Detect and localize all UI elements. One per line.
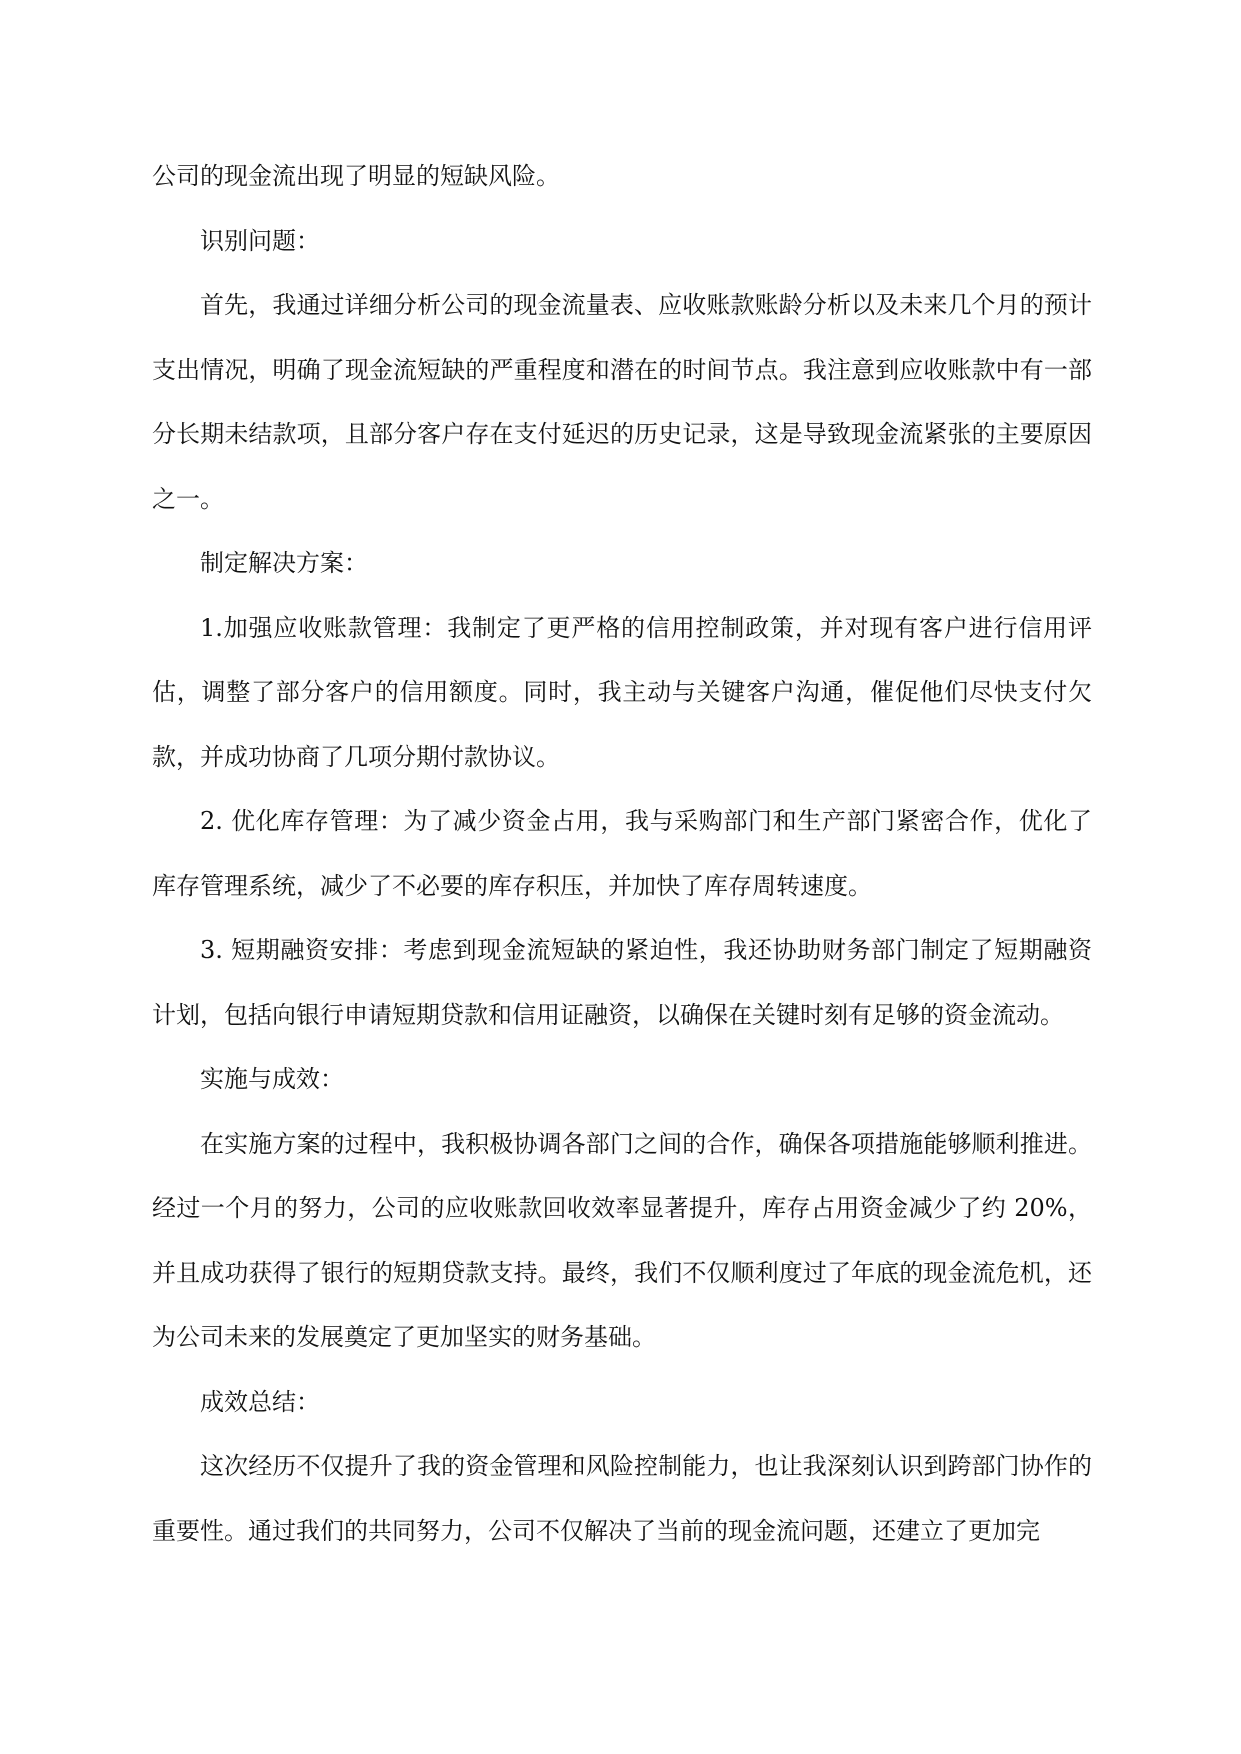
heading-implementation: 实施与成效： <box>200 1065 344 1093</box>
paragraph-continuation: 公司的现金流出现了明显的短缺风险。 <box>152 162 560 190</box>
heading-summary: 成效总结： <box>200 1387 320 1416</box>
paragraph-analysis: 首先，我通过详细分析公司的现金流量表、应收账款账龄分析以及未来几个月的预计支出情况，明确了现金流短缺的严重程度和潜在的时间节点。我注意到应收账款中有一部分长期未结款项，且部分客户存在支付延迟的历史记录，这是导致现金流紧张的主要原因之一。 <box>152 291 1092 513</box>
document-body <box>152 144 1092 1563</box>
heading-identify-problem: 识别问题： <box>200 226 320 255</box>
paragraph-financing: 3. 短期融资安排：考虑到现金流短缺的紧迫性，我还协助财务部门制定了短期融资计划，包括向银行申请短期贷款和信用证融资，以确保在关键时刻有足够的资金流动。 <box>152 936 1092 1029</box>
paragraph-receivables: 1.加强应收账款管理：我制定了更严格的信用控制政策，并对现有客户进行信用评估，调整了部分客户的信用额度。同时，我主动与关键客户沟通，催促他们尽快支付欠款，并成功协商了几项分期付款协议。 <box>152 613 1092 771</box>
paragraph-inventory: 2. 优化库存管理：为了减少资金占用，我与采购部门和生产部门紧密合作，优化了库存管理系统，减少了不必要的库存积压，并加快了库存周转速度。 <box>152 807 1092 900</box>
paragraph-results: 在实施方案的过程中，我积极协调各部门之间的合作，确保各项措施能够顺利推进。经过一个月的努力，公司的应收账款回收效率显著提升，库存占用资金减少了约 20%，并且成功获得了银行的短期贷款支持。最终，我们不仅顺利度过了年底的现金流危机，还为公司未来的发展奠定了更加坚实的财务基础。 <box>152 1129 1092 1351</box>
paragraph-summary: 这次经历不仅提升了我的资金管理和风险控制能力，也让我深刻认识到跨部门协作的重要性。通过我们的共同努力，公司不仅解决了当前的现金流问题，还建立了更加完 <box>152 1452 1092 1545</box>
heading-solution: 制定解决方案： <box>200 549 368 577</box>
